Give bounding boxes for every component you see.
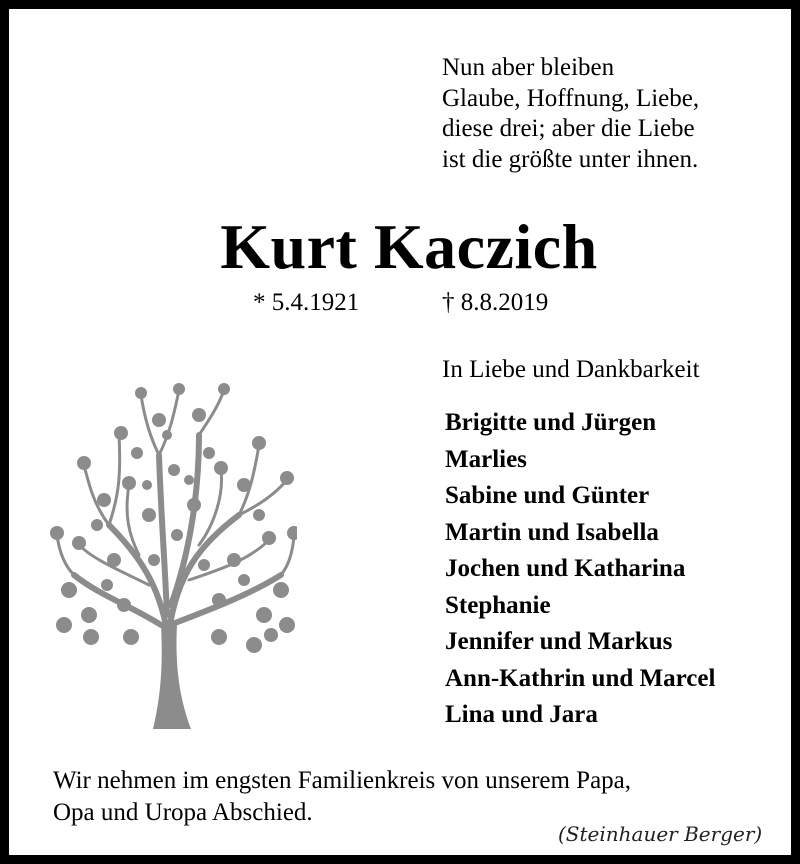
death-date: † 8.8.2019 [442,289,549,316]
stonemason-signature: (Steinhauer Berger) [558,822,763,846]
mourners-intro: In Liebe und Dankbarkeit [442,356,700,383]
tree-illustration [49,375,297,729]
verse-line: Glaube, Hoffnung, Liebe, [442,84,700,112]
verse-line: Nun aber bleiben [442,54,615,81]
mourner-name: Sabine und Günter [445,482,650,509]
farewell-line: Opa und Uropa Abschied. [53,798,313,826]
verse-line: diese drei; aber die Liebe [442,115,695,142]
birth-date: * 5.4.1921 [253,289,360,316]
mourner-name: Jennifer und Markus [445,628,673,655]
farewell-text [53,765,631,828]
mourners-list [445,405,715,734]
mourner-name: Brigitte und Jürgen [445,409,657,436]
bible-verse [442,53,772,175]
deceased-name: Kurt Kaczich [220,211,598,282]
mourner-name: Martin und Isabella [445,518,659,546]
farewell-line: Wir nehmen im engsten Familienkreis von unserem Papa, [53,767,632,794]
verse-line: ist die größte unter ihnen. [442,145,699,173]
mourner-name: Stephanie [445,591,551,619]
mourner-name: Lina und Jara [445,701,598,728]
mourner-name: Jochen und Katharina [445,555,686,582]
mourner-name: Marlies [445,445,527,473]
mourner-name: Ann-Kathrin und Marcel [445,664,716,692]
